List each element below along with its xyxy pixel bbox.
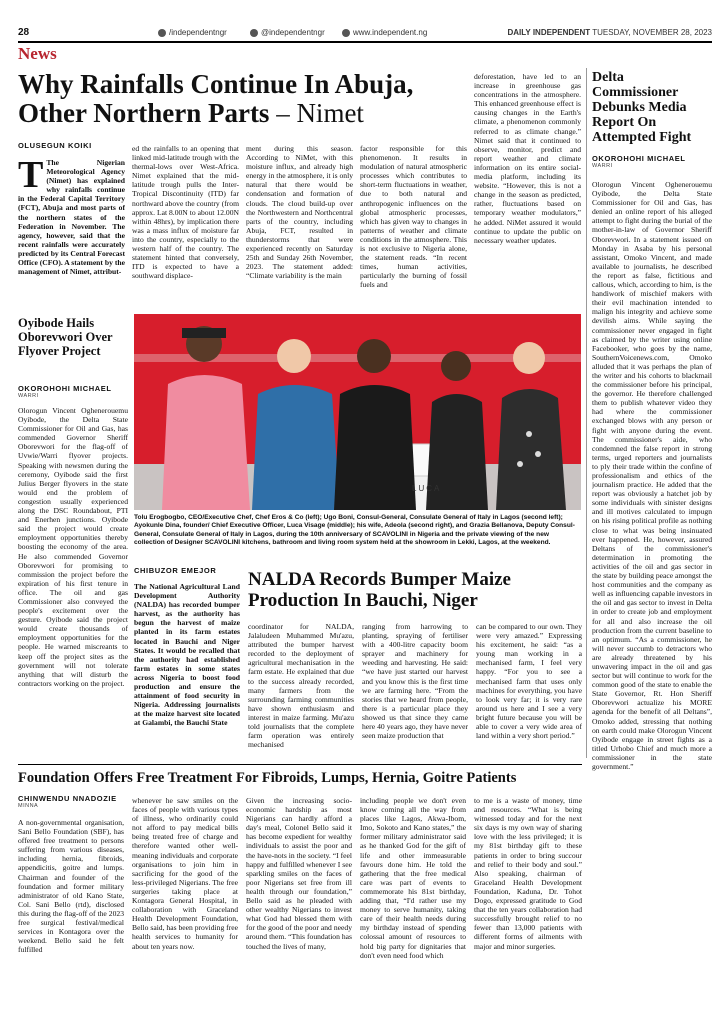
foundation-location: MINNA [18, 803, 39, 809]
oyibode-location: WARRI [18, 393, 39, 399]
foundation-col-1-text: A non-governmental organisation, Sani Bello Foundation (SBF), has offered free treatment to persons suffering from various diseases, including hernia, fibroids, appendicitis, goitre and lumps. Chairman and founder of the foundation and former military administrator of old Kano State, Col. Sani Bello (rtd), disclosed this during the flag-off of the 2023 free surgical festival/medical services in Kontagora over the weekend. Bello said he felt fulfilled [18, 818, 124, 955]
paper-name [507, 28, 712, 37]
website-text: www.independent.ng [353, 28, 428, 37]
foundation-col-2 [132, 796, 238, 1012]
lead-headline-line1: Why Rainfalls Continue In Abuja, [18, 69, 414, 99]
delta-body [592, 180, 712, 1012]
twitter-icon [158, 29, 166, 37]
oyibode-body [18, 406, 128, 758]
nalda-col-3 [362, 622, 468, 758]
delta-byline: OKOROHOHI MICHAEL [592, 154, 686, 163]
nalda-col-1 [134, 582, 240, 758]
event-photo-art [134, 314, 581, 510]
foundation-top-rule [18, 764, 582, 765]
drop-cap: T [18, 158, 44, 196]
masthead [18, 26, 712, 40]
photo-brand-sign: LUCA [412, 484, 442, 493]
nalda-col-2 [248, 622, 354, 758]
foundation-col-3 [246, 796, 352, 1012]
section-label: News [18, 44, 57, 63]
oyibode-headline: Oyibode Hails Oborevwori Over Flyover Project [18, 316, 113, 358]
oyibode-byline: OKOROHOHI MICHAEL [18, 384, 112, 393]
instagram-icon [250, 29, 258, 37]
lead-col-1-text: The Nigerian Meteorological Agency (Nimet) has explained why rainfalls continue in the Federal Capital Territory (FCT), Abuja and most parts of the northern states of the Federation in November. The agency, however, said that the recent rainfalls were accurately predicted by its Central Forecast Office (CFO). A statement by the management of Nimet, attribut- [18, 158, 125, 277]
foundation-headline: Foundation Offers Free Treatment For Fibroids, Lumps, Hernia, Goitre Patients [18, 770, 517, 786]
nalda-col-3-text: ranging from harrowing to planting, spraying of fertiliser with a 400-litre capacity boom sprayer and machinery for weeding and harvesting. He said: “we have just started our harvest and you know this is the first time we are farming here. “From the stories that we heard from people, there is a particular place they showed us that since they came here 40 years ago, they have never seen maize production that [362, 622, 468, 741]
twitter-text: /independentngr [169, 28, 227, 37]
lead-col-4 [360, 144, 467, 306]
lead-byline: OLUSEGUN KOIKI [18, 141, 92, 150]
photo-caption: Tolu Erogbogbo, CEO/Executive Chef, Chef Eros & Co (left); Ugo Boni, Consul-General, Consulate General of Italy in Lagos (second left); Ayokunle Dina, founder/ Chief Executive Officer, Luca Visage (middle); his wife, Adeola (second right), and Grazia Bellanova, Deputy Consul-General, Consulate General of Italy in Lagos, during the 10th anniversary of SCAVOLINI in Nigeria and the private viewing of the new collection of Designer SCAVOLINI kitchens, bathroom and living room system held at the showroom in Lekki, Lagos, at the weekend. [134, 514, 575, 547]
foundation-col-5-text: to me is a waste of money, time and resources. “What is being witnessed today and for the next six days is my own way of sharing love with the less privileged; it is my 81st birthday gift to these patients in order to bring succour and relief to their body and soul.” Also speaking, chairman of Graceland Health Development Foundation, Kaduna, Dr. Tohot Dogo, expressed gratitude to God that the ten years collaboration had successfully brought relief to no fewer than 13,000 patients with different forms of ailments with major and minor surgeries. [474, 796, 582, 951]
lead-headline-source: – Nimet [276, 98, 364, 128]
sidebar-divider [586, 68, 587, 758]
instagram-text: @independentngr [261, 28, 325, 37]
oyibode-byline-block [18, 384, 128, 399]
foundation-byline: CHINWENDU NNADOZIE [18, 794, 117, 803]
delta-headline: Delta Commissioner Debunks Media Report On Attempted Fight [592, 70, 692, 145]
foundation-col-3-text: Given the increasing socio-economic hardship as most Nigerians can hardly afford a day's meal, Colonel Bello said it has become expedient for wealthy individuals to assist the poor and the have-nots in the society. “I feel happy and fulfilled whenever I see sparkling smiles on the faces of poor Nigerians set free from ill health through our foundation,” Bello said as he pleaded with other wealthy Nigerians to invest what God had blessed them with for the good of the poor and needy around them. “This foundation has touched the lives of many, [246, 796, 352, 951]
twitter-handle [158, 28, 227, 37]
lead-col-3-text: ment during this season. According to NiMet, with this moisture influx, and already high energy in the atmosphere, it is only natural that there would be condensation and formation of clouds. The cloud build-up over the Northwestern and Northcentral parts of the country, including Abuja, FCT, resulted in thunderstorms that were experienced recently on Saturday 25th and Sunday 26th November, 2023. The statement added: “Climate variability is the main [246, 144, 353, 281]
globe-icon [342, 29, 350, 37]
page-number: 28 [18, 27, 30, 38]
paper-title: DAILY INDEPENDENT [507, 28, 591, 37]
foundation-byline-block [18, 794, 117, 809]
foundation-col-4-text: including people we don't even know coming all the way from places like Lagos, Akwa-Ibom, Imo, Sokoto and Kano states,” the former military administrator said as he thanked God for the gift of life and other immeasurable favours done him. He told the gathering that the free medical care was part of events to commemorate his 81st birthday, adding that, “I'd rather use my money to serve humanity, taking care of their health needs during my birthday instead of spending colossal amount of resources to hold big party for dignitaries that don't even need food which [360, 796, 466, 960]
nalda-headline: NALDA Records Bumper Maize Production In Bauchi, Niger [248, 569, 511, 611]
nalda-col-4 [476, 622, 582, 758]
nalda-col-2-text: coordinator for NALDA, Jalaludeen Muhammed Mu'azu, attributed the bumper harvest recorded to the deployment of agricultural mechanisation in the farm estate. He explained that due to the success already recorded, many farmers from the surrounding farming communities have shown enthusiasm and interest in maize farming. Mu'azu told journalists that the complete farm operation was entirely mechanised [248, 622, 354, 750]
foundation-col-5 [474, 796, 582, 1012]
instagram-handle [250, 28, 325, 37]
nalda-col-4-text: can be compared to our own. They were very amazed.” Expressing his excitement, he said: “as a young man working in a mechanised farm, I feel very happy. “For you to see a mechanised farm that uses only machines for everything, you have to look very far; it is very rare around us here and I see a very bright future because you will be able to cover a very wide area of land within a very short period.” [476, 622, 582, 741]
event-photo [134, 314, 581, 510]
foundation-col-1 [18, 818, 124, 1012]
lead-col-3 [246, 144, 353, 306]
lead-col-4-text: factor responsible for this phenomenon. It results in modulation of natural atmospheric processes which contributes to short-term fluctuations in weather, due to both natural and anthropogenic influences on the global atmospheric processes, which has given way to changes in patterns of weather and climate conditions in the atmosphere. This is not exclusive to Nigeria alone, the statement reads. “In recent times, human activities, particularly the burning of fossil fuels and [360, 144, 467, 290]
nalda-byline [134, 566, 216, 575]
lead-col-5 [474, 72, 581, 306]
lead-col-2 [132, 144, 239, 306]
nalda-col-1-text: The National Agricultural Land Development Authority (NALDA) has recorded bumper harvest, as the authority has begun the harvest of maize planted in its farm estates located in Bauchi and Niger States. It would be recalled that the authority had established farm estates in some states across Nigeria to boost food production and ensure the attainment of food security in Nigeria. Addressing journalists at the maize harvest site located at Galambi, the Bauchi State [134, 582, 240, 728]
delta-byline-block [592, 154, 712, 169]
lead-headline-line2: Other Northern Parts – Nimet [18, 98, 364, 128]
delta-body-text: Olorogun Vincent Oghenerouemu Oyibode, the Delta State Commissioner for Oil and Gas, has denied an online report of his alleged attempt to fight during the burial of the mother-in-law of Governor Sheriff Oborevwori. In a statement issued on Monday in Asaba by his personal assistant, Omoko Vincent, and made available to journalists, he described the report as false, fictitious and callous, which, according to him, is the handiwork of mischief makers with their evil machination intended to malign his integrity and achieve some devilish aims. While saying the commissioner never engaged in fight as claimed by the writer using online Facebooker, who goes by the name, SouthernVoicenews.com, Omoko alluded that it was perhaps the plan of the writer and his cohorts to blackmail the commissioner before his principal, the governor. He therefore challenged them to publish whatever video they had where the commissioner exchanged blows with any person or fight with anyone during the event. The commissioner's aide, who condemned the false report in strong terms, urged reporters and journalists to ply their trade within the confine of professionalism and ethics of the journalism practice. He added that the report was obviously a hatchet job by some individuals with sinister designs and ill motives calculated to impugn on his rising political profile as nothing close to what was being insinuated ever happened. He, however, assured Deltans of the commissioner's determination in promoting the activities of the oil and gas sector in the state by building peace amongst the host communities and the company as well as influencing capable investors in the oil and gas sector to invest in Delta in order to create job and employment for all and also increase the oil production from the current baseline to an optimum. “As a commissioner, he will never succumb to detractors who are already threatened by his unwavering impact in the oil and gas sector but will continue to work for the common good of the state to enable the State Governor, Rt. Hon Sheriff Oborevwori actualize his MORE agenda for the benefit of all Deltans”, Omoko added, stressing that nothing on earth could make Olorogun Vincent Oyibode engage in street fights as a titled Urhobo Chief and much more a commissioner in the state government.” [592, 180, 712, 771]
foundation-col-4 [360, 796, 466, 1012]
website-link[interactable] [342, 28, 427, 37]
issue-date: TUESDAY, NOVEMBER 28, 2023 [592, 28, 712, 37]
lead-col-2-text: ed the rainfalls to an opening that linked mid-latitude trough with the thermal-lows over West-Africa. Nimet explained that the mid-latitude trough pulls the Inter-Tropical Discontinuity (ITD) far northward above the country (from approx. Lat 8.00N to about 12.00N within 48hrs), by implication there was a mass influx of moisture far into the country, especially to the western half of the country. The statement hinted that conversely, ITD is expected to have a southward displace- [132, 144, 239, 281]
foundation-col-2-text: whenever he saw smiles on the faces of people with various types of illness, who ordinarily could not afford to pay medical bills being treated free of charge and therefore wanted other well-meaning individuals and corporate organisations to join him in sacrificing for the good of the less-privileged Nigerians. The free surgeries taking place at Kontagora General Hospital, in collaboration with Graceland Health Development Foundation, Bello said, has been providing free health services to humanity for about ten years now. [132, 796, 238, 951]
nalda-byline-text: CHIBUZOR EMEJOR [134, 566, 217, 575]
oyibode-body-text: Olorogun Vincent Oghenerouemu Oyibode, the Delta State Commissioner for Oil and Gas, has commended Governor Sheriff Oborevwori for the flag-off of Uvwie/Warri flyover projects. Speaking with newsmen during the ceremony, Oyibode said the first Julius Berger flyovers in the state would end the problem of congestion usually experienced along the DSC Roundabout, PTI and Enerhen junctions. Oyibode said the project would create employment opportunities thereby boosting the economy of the area. He also commended Governor Oborevwori for promising to commission the project before the expiration of his first tenure in office. The oil and gas Commissioner also conveyed the people's excitement over the gesture. Oyibode said the project would create thousands of employment opportunities for the people. He warned miscreants to keep off the project sites as the government will not tolerate anything that will disturb the contractors working on the project. [18, 406, 128, 688]
masthead-rule [18, 41, 712, 43]
delta-location: WARRI [592, 163, 613, 169]
lead-col-5-text: deforestation, have led to an increase in greenhouse gas concentrations in the atmosphere. This enhanced greenhouse effect is causing changes in the Earth's climate, a phenomenon commonly referred to as climate change.” Nimet said that it continued to observe, monitor, predict and report weather and climate information on its entire social-media platform, including its website. “However, this is not a change in the season as predicted, rather, fluctuations based on temporary weather modulators,” he added. NiMet assured it would continue to update the public on necessary weather updates. [474, 72, 581, 245]
lead-col-1 [18, 158, 125, 306]
